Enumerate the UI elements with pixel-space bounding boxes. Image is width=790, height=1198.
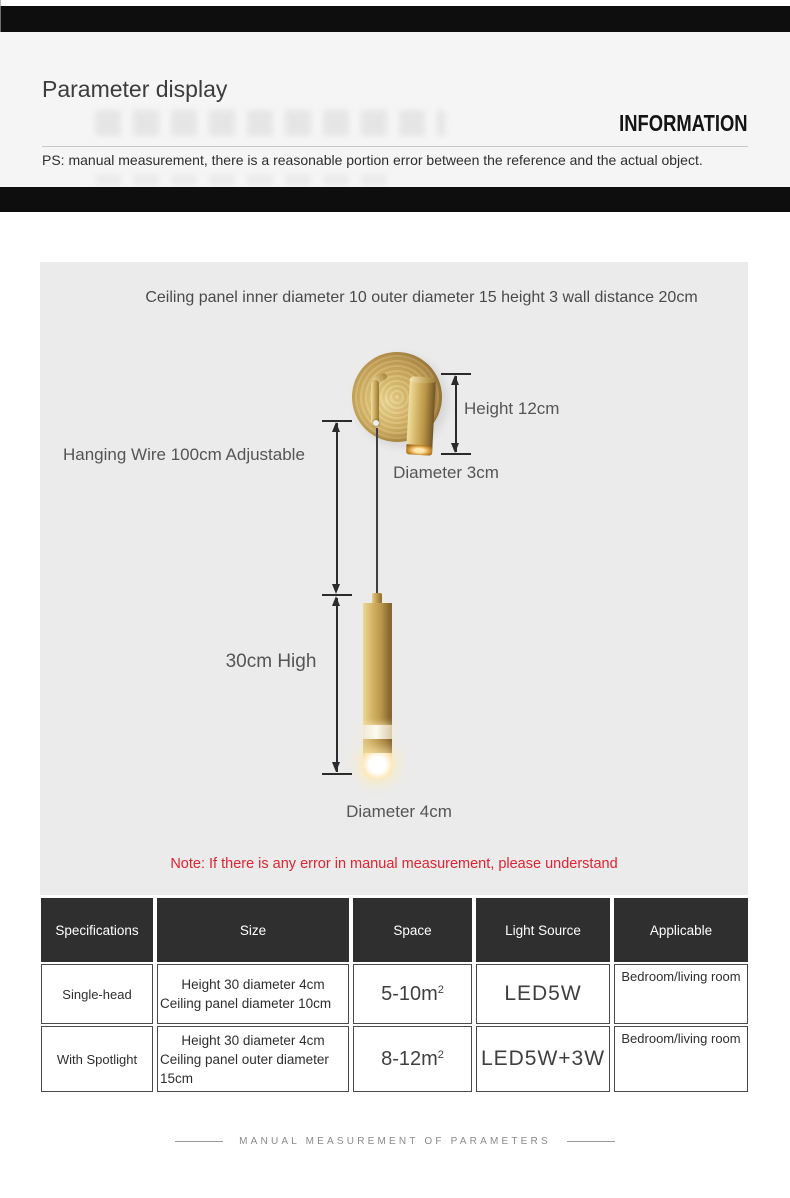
- space-value: 5-10m: [381, 982, 438, 1005]
- size-cell: [157, 964, 349, 1024]
- dimension-shaft: [336, 423, 338, 585]
- specifications-table: [41, 898, 748, 1094]
- faded-watermark-text: [95, 110, 445, 136]
- footer-caption: [0, 1136, 790, 1147]
- space-value: 8-12m: [381, 1047, 438, 1070]
- middle-divider-bar: [0, 187, 790, 212]
- page-title: Parameter display: [42, 76, 228, 102]
- lamp-hanging-wire: [376, 428, 378, 601]
- size-cell: [157, 1026, 349, 1092]
- column-header-space: Space: [353, 898, 472, 962]
- faded-watermark-text: [95, 174, 395, 185]
- size-line: Height 30 diameter 4cm: [181, 1032, 325, 1048]
- pendant-diameter-label: Diameter 4cm: [346, 802, 452, 821]
- diagram-title: Ceiling panel inner diameter 10 outer diameter 15 height 3 wall distance 20cm: [145, 289, 698, 306]
- arrow-down-icon: [451, 443, 459, 453]
- light-source-cell: LED5W+3W: [476, 1026, 610, 1092]
- measurement-error-note: Note: If there is any error in manual measurement, please understand: [170, 856, 618, 872]
- space-superscript: 2: [437, 984, 444, 996]
- arrow-down-icon: [332, 584, 340, 594]
- light-source-cell: LED5W: [476, 964, 610, 1024]
- pendant-gold-ring: [363, 739, 392, 753]
- size-line: Height 30 diameter 4cm: [181, 977, 325, 992]
- space-cell: [353, 964, 472, 1024]
- table-row: [41, 1026, 748, 1092]
- hanging-wire-dimension-arrow: [320, 420, 354, 596]
- header-divider-line: [42, 146, 748, 147]
- column-header-applicable: Applicable: [614, 898, 748, 962]
- dimension-shaft: [455, 376, 457, 452]
- lamp-adjuster-knob: [373, 420, 379, 426]
- table-row: [41, 964, 748, 1024]
- ps-measurement-note: PS: manual measurement, there is a reasonable portion error between the reference and the actual object.: [42, 152, 703, 168]
- applicable-cell: Bedroom/living room: [614, 1026, 748, 1092]
- spotlight-diameter-label: Diameter 3cm: [393, 463, 499, 482]
- spotlight-height-label: Height 12cm: [464, 399, 560, 418]
- pendant-height-dimension-arrow: [320, 596, 354, 784]
- arrow-down-icon: [332, 762, 340, 772]
- spec-cell: With Spotlight: [41, 1026, 153, 1092]
- hanging-wire-label: Hanging Wire 100cm Adjustable: [63, 445, 305, 464]
- space-cell: [353, 1026, 472, 1092]
- top-divider-bar: [0, 6, 790, 32]
- column-header-size: Size: [157, 898, 349, 962]
- size-line: Ceiling panel outer diameter 15cm: [160, 1051, 329, 1086]
- table-header-row: [41, 898, 748, 962]
- dimension-shaft: [336, 598, 338, 772]
- pendant-white-ring: [363, 725, 392, 739]
- pendant-light-tip: [363, 753, 392, 779]
- header-section: [0, 32, 790, 187]
- diagram-panel: [40, 262, 748, 895]
- pendant-height-label: 30cm High: [225, 651, 317, 672]
- footer-left-line: [175, 1141, 223, 1142]
- applicable-cell: Bedroom/living room: [614, 964, 748, 1024]
- column-header-light-source: Light Source: [476, 898, 610, 962]
- column-header-specifications: Specifications: [41, 898, 153, 962]
- dimension-cap: [322, 773, 352, 775]
- lamp-spotlight-cylinder: [406, 376, 436, 455]
- space-superscript: 2: [437, 1049, 444, 1061]
- dimension-cap: [441, 453, 471, 455]
- footer-right-line: [567, 1141, 615, 1142]
- spec-cell: Single-head: [41, 964, 153, 1024]
- footer-text: MANUAL MEASUREMENT OF PARAMETERS: [239, 1136, 551, 1147]
- size-line: Ceiling panel diameter 10cm: [160, 996, 332, 1011]
- information-watermark: INFORMATION: [619, 110, 748, 136]
